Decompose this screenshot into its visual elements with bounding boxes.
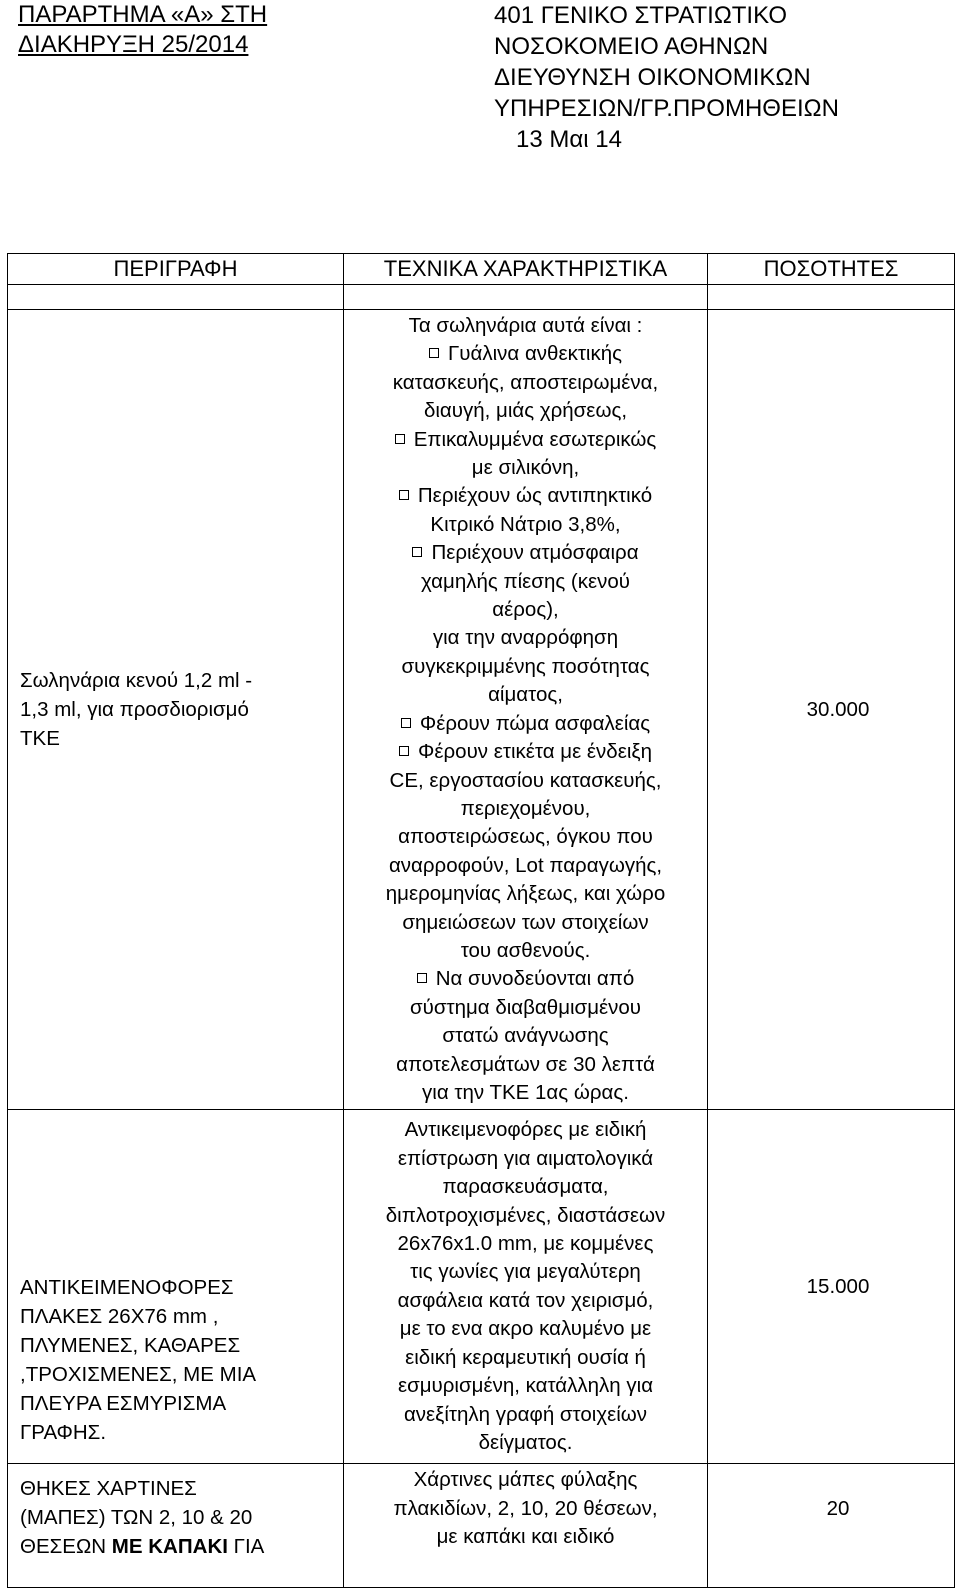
table-header-row bbox=[8, 254, 955, 285]
square-bullet-icon bbox=[417, 973, 427, 983]
spec-line: τις γωνίες για μεγαλύτερη bbox=[410, 1260, 641, 1284]
spec-line: διαυγή, μιάς χρήσεως, bbox=[423, 399, 628, 423]
spec-line: Περιέχουν ατμόσφαιρα bbox=[348, 539, 703, 567]
hospital-header bbox=[494, 0, 839, 155]
spec-line: πλακιδίων, 2, 10, 20 θέσεων, bbox=[393, 1496, 658, 1520]
square-bullet-icon bbox=[401, 718, 411, 728]
hospital-line-3: ΔΙΕΥΘΥΝΣΗ ΟΙΚΟΝΟΜΙΚΩΝ bbox=[494, 64, 811, 91]
item-quantity: 30.000 bbox=[708, 310, 955, 1110]
spec-line: ασφάλεια κατά τον χειρισμό, bbox=[397, 1288, 654, 1312]
spec-line: κατασκευής, αποστειρωμένα, bbox=[392, 370, 659, 394]
spec-line: Κιτρικό Νάτριο 3,8%, bbox=[430, 512, 621, 536]
item-description: Σωληνάρια κενού 1,2 ml - 1,3 ml, για προσδιορισμό ΤΚΕ bbox=[8, 310, 344, 1110]
spec-line: Να συνοδεύονται από bbox=[348, 965, 703, 993]
spec-line: με καπάκι και ειδικό bbox=[436, 1525, 615, 1549]
spec-line: συγκεκριμμένης ποσότητας bbox=[401, 654, 650, 678]
hospital-line-2: ΝΟΣΟΚΟΜΕΙΟ ΑΘΗΝΩΝ bbox=[494, 33, 769, 60]
spec-line: αέρος), bbox=[492, 598, 559, 622]
annex-reference bbox=[18, 0, 267, 60]
table-row bbox=[8, 1464, 955, 1588]
spec-line: διπλοτροχισμένες, διαστάσεων bbox=[385, 1203, 666, 1227]
spec-line: Φέρουν ετικέτα με ένδειξη bbox=[348, 738, 703, 766]
spec-line: για την αναρρόφηση bbox=[432, 626, 619, 650]
square-bullet-icon bbox=[399, 746, 409, 756]
spec-line: Τα σωληνάρια αυτά είναι : bbox=[408, 314, 643, 337]
column-header-description: ΠΕΡΙΓΡΑΦΗ bbox=[8, 254, 344, 285]
annex-title-line-2: ΔΙΑΚΗΡΥΞΗ 25/2014 bbox=[18, 31, 249, 58]
spec-line: ανεξίτηλη γραφή στοιχείων bbox=[403, 1402, 648, 1426]
spec-line: αίματος, bbox=[488, 683, 563, 707]
square-bullet-icon bbox=[429, 348, 439, 358]
spec-line: εσμυρισμένη, κατάλληλη για bbox=[397, 1374, 654, 1398]
spec-line: Χάρτινες μάπες φύλαξης bbox=[413, 1468, 638, 1492]
spec-line: αποστειρώσεως, όγκου που bbox=[398, 825, 653, 849]
spec-line: επίστρωση για αιματολογικά bbox=[397, 1146, 654, 1170]
table-row bbox=[8, 310, 955, 1110]
item-quantity: 20 bbox=[708, 1464, 955, 1588]
square-bullet-icon bbox=[399, 490, 409, 500]
document-date: 13 Μαι 14 bbox=[516, 126, 622, 153]
column-header-technical: ΤΕΧΝΙΚΑ ΧΑΡΑΚΤΗΡΙΣΤΙΚΑ bbox=[344, 254, 708, 285]
spec-line: με το ενα ακρο καλυμένο με bbox=[399, 1317, 652, 1341]
item-quantity: 15.000 bbox=[708, 1110, 955, 1464]
spec-line: αναρροφούν, Lot παραγωγής, bbox=[388, 853, 663, 877]
spec-line: του ασθενούς. bbox=[460, 938, 591, 962]
spec-line: παρασκευάσματα, bbox=[442, 1175, 609, 1199]
spec-line: σύστημα διαβαθμισμένου bbox=[409, 995, 642, 1019]
item-description: ΘΗΚΕΣ ΧΑΡΤΙΝΕΣ (ΜΑΠΕΣ) ΤΩΝ 2, 10 & 20 ΘΕΣΕΩΝ ΜΕ ΚΑΠΑΚΙ ΓΙΑ bbox=[8, 1464, 344, 1588]
spec-line: στατώ ανάγνωσης bbox=[442, 1024, 609, 1048]
hospital-line-4: ΥΠΗΡΕΣΙΩΝ/ΓΡ.ΠΡΟΜΗΘΕΙΩΝ bbox=[494, 95, 839, 122]
item-description: ΑΝΤΙΚΕΙΜΕΝΟΦΟΡΕΣ ΠΛΑΚΕΣ 26Χ76 mm , ΠΛΥΜΕΝΕΣ, ΚΑΘΑΡΕΣ ,ΤΡΟΧΙΣΜΕΝΕΣ, ΜΕ ΜΙΑ ΠΛΕΥΡΑ ΕΣΜΥΡΙΣΜΑ ΓΡΑΦΗΣ. bbox=[8, 1110, 344, 1464]
column-header-quantity: ΠΟΣΟΤΗΤΕΣ bbox=[708, 254, 955, 285]
spec-line: δείγματος. bbox=[478, 1430, 573, 1454]
table-spacer-row bbox=[8, 285, 955, 310]
spec-line: περιεχομένου, bbox=[460, 796, 591, 820]
spec-line: Γυάλινα ανθεκτικής bbox=[348, 340, 703, 368]
square-bullet-icon bbox=[412, 547, 422, 557]
spec-line: Επικαλυμμένα εσωτερικώς bbox=[348, 426, 703, 454]
spec-line: 26x76x1.0 mm, με κομμένες bbox=[397, 1232, 654, 1256]
hospital-line-1: 401 ΓΕΝΙΚΟ ΣΤΡΑΤΙΩΤΙΚΟ bbox=[494, 2, 788, 29]
square-bullet-icon bbox=[395, 434, 405, 444]
spec-line: ημερομηνίας λήξεως, και χώρο bbox=[385, 882, 666, 906]
spec-line: ειδική κεραμευτική ουσία ή bbox=[405, 1345, 646, 1369]
spec-line: CE, εργοστασίου κατασκευής, bbox=[389, 768, 662, 792]
annex-title-line-1: ΠΑΡΑΡΤΗΜΑ «Α» ΣΤΗ bbox=[18, 1, 268, 28]
spec-line: με σιλικόνη, bbox=[471, 456, 580, 480]
item-specs bbox=[344, 1110, 708, 1464]
table-row bbox=[8, 1110, 955, 1464]
item-specs bbox=[344, 310, 708, 1110]
spec-line: σημειώσεων των στοιχείων bbox=[402, 910, 649, 934]
item-specs bbox=[344, 1464, 708, 1588]
spec-line: αποτελεσμάτων σε 30 λεπτά bbox=[396, 1052, 655, 1076]
spec-line: Περιέχουν ώς αντιπηκτικό bbox=[348, 482, 703, 510]
spec-line: χαμηλής πίεσης (κενού bbox=[420, 569, 631, 593]
specifications-table bbox=[7, 253, 955, 1588]
spec-line: Αντικειμενοφόρες με ειδική bbox=[404, 1118, 647, 1142]
spec-line: για την ΤΚΕ 1ας ώρας. bbox=[422, 1080, 629, 1104]
spec-line: Φέρουν πώμα ασφαλείας bbox=[348, 710, 703, 738]
